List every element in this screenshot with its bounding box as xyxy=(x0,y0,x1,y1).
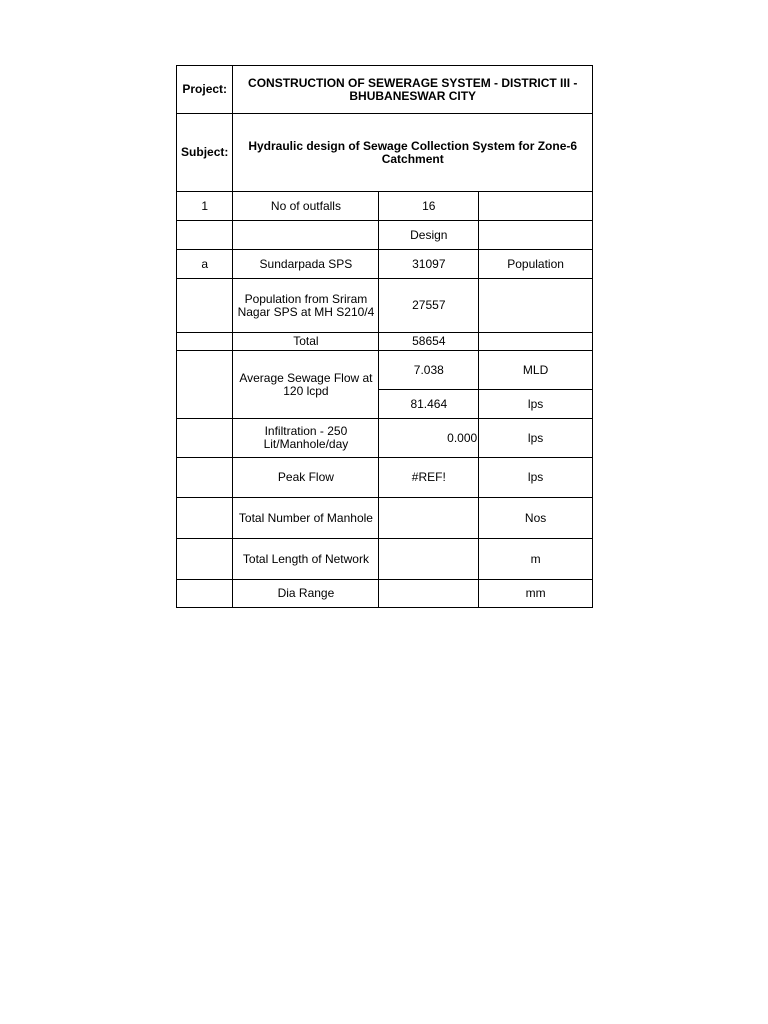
avg-flow-row-mld xyxy=(177,351,593,390)
row-label: Sundarpada SPS xyxy=(233,250,379,279)
row-unit: m xyxy=(479,539,593,580)
sriram-row xyxy=(177,279,593,333)
row-unit xyxy=(479,221,593,250)
row-number xyxy=(177,333,233,351)
dia-range-row xyxy=(177,580,593,608)
row-value: 16 xyxy=(379,192,479,221)
row-label: Population from Sriram Nagar SPS at MH S210/4 xyxy=(233,279,379,333)
row-value xyxy=(379,580,479,608)
row-number xyxy=(177,419,233,458)
design-sheet xyxy=(176,65,593,608)
design-table xyxy=(176,65,593,608)
network-length-row xyxy=(177,539,593,580)
row-label xyxy=(233,221,379,250)
peak-flow-row xyxy=(177,458,593,498)
row-label: No of outfalls xyxy=(233,192,379,221)
row-number: a xyxy=(177,250,233,279)
subject-label: Subject: xyxy=(177,114,233,192)
infiltration-row xyxy=(177,419,593,458)
avg-flow-mld-unit: MLD xyxy=(479,351,593,390)
row-value: 58654 xyxy=(379,333,479,351)
subject-row xyxy=(177,114,593,192)
subject-value: Hydraulic design of Sewage Collection System for Zone-6 Catchment xyxy=(233,114,593,192)
avg-flow-lps-unit: lps xyxy=(479,390,593,419)
row-label: Average Sewage Flow at 120 lcpd xyxy=(233,351,379,419)
row-unit: lps xyxy=(479,419,593,458)
row-unit xyxy=(479,192,593,221)
row-value xyxy=(379,539,479,580)
row-unit xyxy=(479,279,593,333)
project-label: Project: xyxy=(177,66,233,114)
design-row xyxy=(177,221,593,250)
total-row xyxy=(177,333,593,351)
avg-flow-lps-value: 81.464 xyxy=(379,390,479,419)
outfalls-row xyxy=(177,192,593,221)
sundarpada-row xyxy=(177,250,593,279)
row-number xyxy=(177,539,233,580)
row-label: Dia Range xyxy=(233,580,379,608)
project-row xyxy=(177,66,593,114)
row-label: Total xyxy=(233,333,379,351)
row-number xyxy=(177,458,233,498)
row-label: Infiltration - 250 Lit/Manhole/day xyxy=(233,419,379,458)
row-number xyxy=(177,221,233,250)
project-value: CONSTRUCTION OF SEWERAGE SYSTEM - DISTRICT III - BHUBANESWAR CITY xyxy=(233,66,593,114)
row-label: Peak Flow xyxy=(233,458,379,498)
row-unit: lps xyxy=(479,458,593,498)
avg-flow-mld-value: 7.038 xyxy=(379,351,479,390)
row-value: 27557 xyxy=(379,279,479,333)
row-value: 0.000 xyxy=(379,419,479,458)
row-unit: mm xyxy=(479,580,593,608)
design-heading: Design xyxy=(379,221,479,250)
row-value: #REF! xyxy=(379,458,479,498)
row-label: Total Number of Manhole xyxy=(233,498,379,539)
row-number xyxy=(177,498,233,539)
row-number xyxy=(177,580,233,608)
row-number: 1 xyxy=(177,192,233,221)
row-value: 31097 xyxy=(379,250,479,279)
row-value xyxy=(379,498,479,539)
row-unit: Population xyxy=(479,250,593,279)
row-number xyxy=(177,351,233,419)
row-label: Total Length of Network xyxy=(233,539,379,580)
row-number xyxy=(177,279,233,333)
row-unit: Nos xyxy=(479,498,593,539)
manholes-row xyxy=(177,498,593,539)
row-unit xyxy=(479,333,593,351)
